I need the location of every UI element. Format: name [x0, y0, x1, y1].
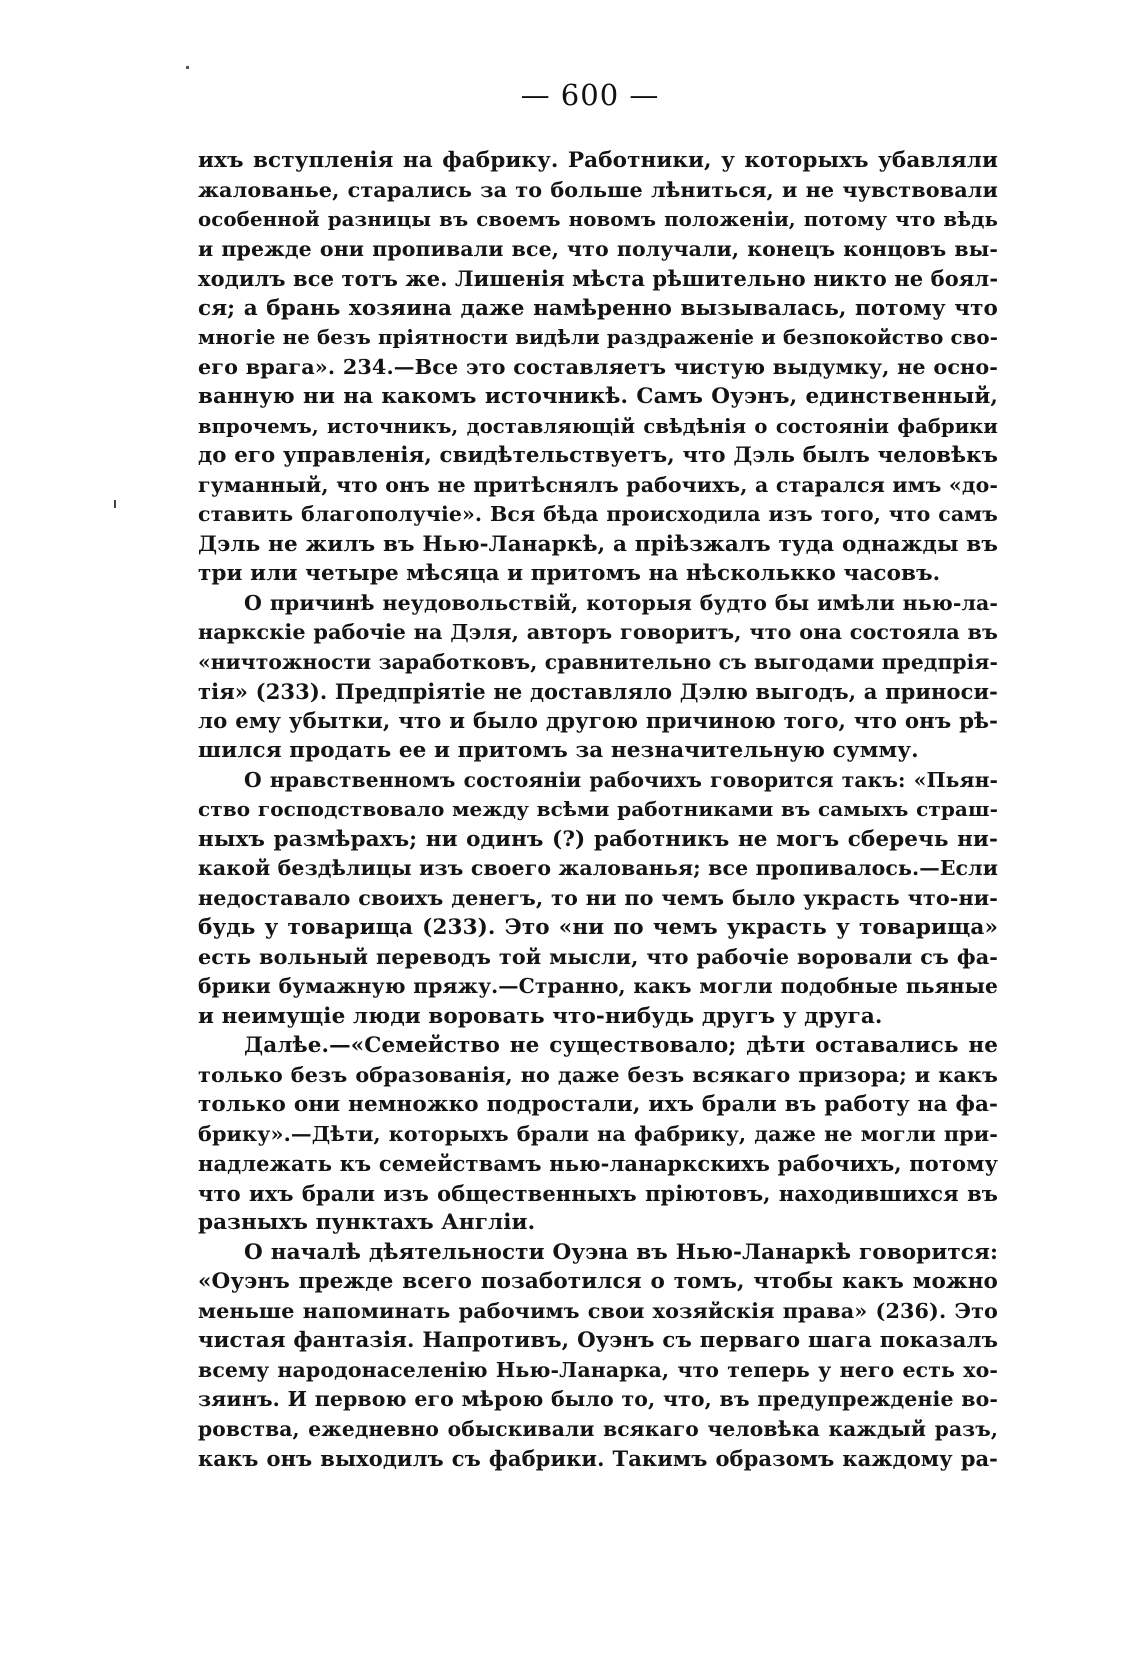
text-line: всему народонаселенію Нью-Ланарка, что теперь у него есть хо- [198, 1357, 998, 1382]
text-line: О нравственномъ состояніи рабочихъ говорится такъ: «Пьян- [244, 767, 998, 792]
text-line: недоставало своихъ денегъ, то ни по чемъ было украсть что-ни- [198, 885, 998, 910]
text-line: будь у товарища (233). Это «ни по чемъ украсть у товарища» [198, 915, 998, 940]
page-number: — 600 — [520, 78, 660, 112]
text-line: брики бумажную пряжу.—Странно, какъ могли подобные пьяные [198, 974, 998, 998]
text-line: ровства, ежедневно обыскивали всякаго человѣка каждый разъ, [198, 1416, 998, 1441]
text-line: какой бездѣлицы изъ своего жалованья; все пропивалось.—Если [198, 856, 998, 880]
text-line: ство господствовало между всѣми работниками въ самыхъ страш- [198, 797, 998, 821]
text-line: О причинѣ неудовольствій, которыя будто бы имѣли нью-ла- [244, 590, 998, 615]
text-line: три или четыре мѣсяца и притомъ на нѣсколькко часовъ. [198, 561, 941, 586]
text-line: только они немножко подростали, ихъ брали въ работу на фа- [198, 1092, 998, 1117]
text-line: ло ему убытки, что и было другою причиною того, что онъ рѣ- [198, 708, 998, 734]
text-line: чистая фантазія. Напротивъ, Оуэнъ съ перваго шага показалъ [198, 1328, 998, 1353]
text-line: что ихъ брали изъ общественныхъ пріютовъ, находившихся въ [198, 1180, 998, 1206]
text-line: жалованье, старались за то больше лѣниться, и не чувствовали [198, 177, 998, 202]
text-line: ныхъ размѣрахъ; ни одинъ (?) работникъ не могъ сберечь ни- [198, 826, 998, 852]
text-line: зяинъ. И первою его мѣрою было то, что, въ предупрежденіе во- [198, 1387, 998, 1411]
text-line: Дэль не жилъ въ Нью-Ланаркѣ, а пріѣзжалъ туда однажды въ [198, 531, 998, 557]
text-line: есть вольный переводъ той мысли, что рабочіе воровали съ фа- [198, 944, 998, 969]
text-line: брику».—Дѣти, которыхъ брали на фабрику, даже не могли при- [198, 1121, 998, 1146]
text-line: меньше напоминать рабочимъ свои хозяйскія права» (236). Это [198, 1298, 998, 1323]
text-line: «Оуэнъ прежде всего позаботился о томъ, чтобы какъ можно [198, 1269, 998, 1294]
text-line: О началѣ дѣятельности Оуэна въ Нью-Ланаркѣ говорится: [244, 1239, 998, 1265]
text-line: ванную ни на какомъ источникѣ. Самъ Оуэнъ, единственный, [198, 384, 998, 409]
text-line: гуманный, что онъ не притѣснялъ рабочихъ, а старался имъ «до- [198, 472, 998, 497]
margin-mark [114, 500, 116, 508]
text-line: Далѣе.—«Семейство не существовало; дѣти оставались не [244, 1033, 998, 1058]
text-line: только безъ образованія, но даже безъ всякаго призора; и какъ [198, 1062, 998, 1087]
text-line: надлежать къ семействамъ нью-ланаркскихъ рабочихъ, потому [198, 1151, 998, 1176]
text-line: особенной разницы въ своемъ новомъ положеніи, потому что вѣдь [198, 207, 998, 231]
text-line: ходилъ все тотъ же. Лишенія мѣста рѣшительно никто не боял- [198, 266, 999, 291]
text-line: ся; а брань хозяина даже намѣренно вызывалась, потому что [198, 295, 998, 321]
text-line: наркскіе рабочіе на Дэля, авторъ говоритъ, что она состояла въ [198, 620, 998, 644]
text-line: «ничтожности заработковъ, сравнительно съ выгодами предпрія- [198, 649, 998, 674]
text-line: тія» (233). Предпріятіе не доставляло Дэлю выгодъ, а приноси- [198, 679, 998, 704]
text-line: многіе не безъ пріятности видѣли раздраженіе и безпокойство сво- [198, 325, 998, 349]
text-line: шился продать ее и притомъ за незначительную сумму. [198, 738, 919, 763]
text-line: впрочемъ, источникъ, доставляющій свѣдѣнія о состояніи фабрики [198, 414, 998, 438]
text-line: до его управленія, свидѣтельствуетъ, что Дэль былъ человѣкъ [198, 443, 998, 468]
text-line: его врага». 234.—Все это составляетъ чистую выдумку, не осно- [198, 354, 998, 379]
text-line: ставить благополучіе». Вся бѣда происходила изъ того, что самъ [198, 502, 998, 526]
text-line: и неимущіе люди воровать что-нибудь другъ у друга. [198, 1003, 883, 1029]
text-line: разныхъ пунктахъ Англіи. [198, 1210, 536, 1235]
text-line: ихъ вступленія на фабрику. Работники, у которыхъ убавляли [198, 148, 998, 173]
text-line: и прежде они пропивали все, что получали, конецъ концовъ вы- [198, 236, 998, 261]
page-text [198, 146, 998, 1474]
print-speck [186, 66, 189, 69]
text-line: какъ онъ выходилъ съ фабрики. Такимъ образомъ каждому ра- [198, 1446, 998, 1471]
